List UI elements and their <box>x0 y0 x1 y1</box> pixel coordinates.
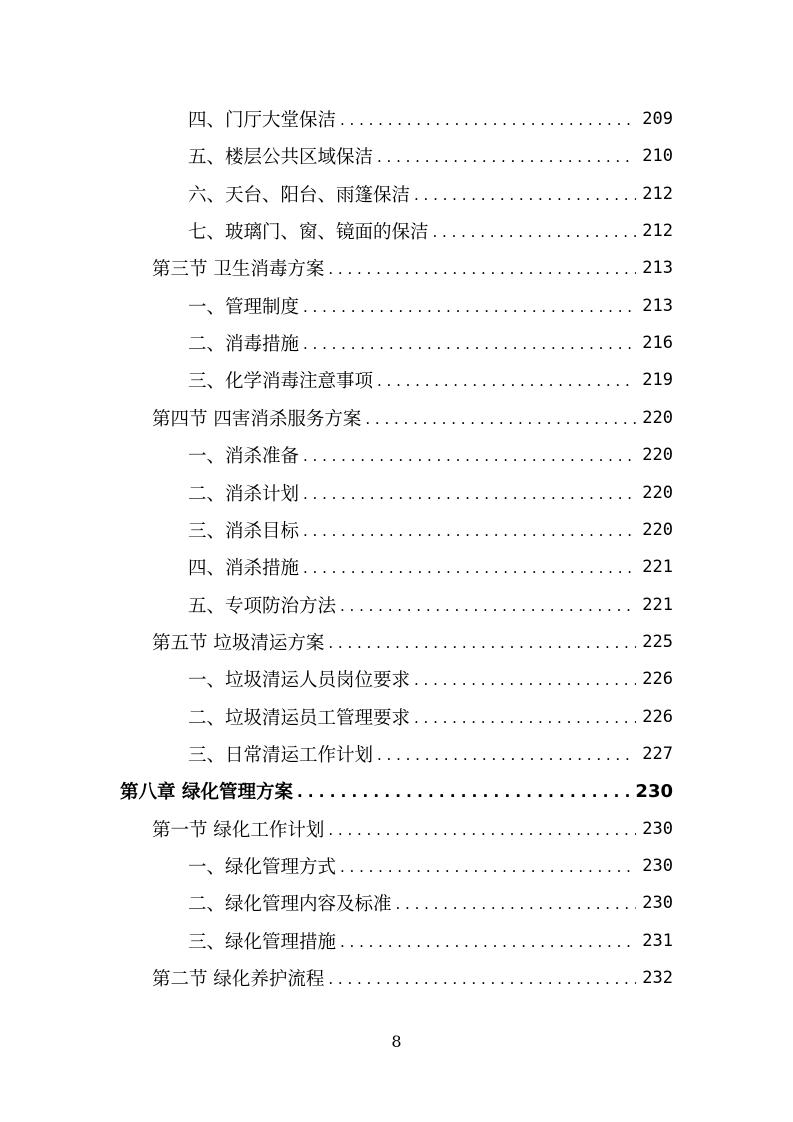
toc-subsection-entry[interactable] <box>188 216 673 246</box>
toc-dot-leader <box>396 888 637 918</box>
page-number: 8 <box>391 1032 402 1051</box>
toc-entry-page-number: 210 <box>642 146 673 167</box>
toc-dot-leader <box>414 664 636 694</box>
toc-entry-page-number: 219 <box>642 370 673 391</box>
toc-subsection-entry[interactable] <box>188 141 673 171</box>
toc-dot-leader <box>377 141 636 171</box>
toc-subsection-entry[interactable] <box>188 291 673 321</box>
toc-subsection-entry[interactable] <box>188 478 673 508</box>
toc-dot-leader <box>377 365 636 395</box>
toc-entry-title: 二、消毒措施 <box>188 334 300 356</box>
toc-dot-leader <box>340 851 636 881</box>
toc-entry-title: 三、化学消毒注意事项 <box>188 371 374 393</box>
toc-entry-page-number: 231 <box>642 930 673 951</box>
toc-entry-title: 二、垃圾清运员工管理要求 <box>188 707 411 729</box>
toc-entry-title: 二、消杀计划 <box>188 483 300 505</box>
toc-dot-leader <box>328 814 636 844</box>
toc-entry-title: 六、天台、阳台、雨篷保洁 <box>188 184 411 206</box>
toc-dot-leader <box>414 702 636 732</box>
toc-subsection-entry[interactable] <box>188 104 673 134</box>
toc-entry-page-number: 220 <box>642 407 673 428</box>
toc-entry-page-number: 220 <box>642 519 673 540</box>
toc-subsection-entry[interactable] <box>188 851 673 881</box>
toc-dot-leader <box>328 963 636 993</box>
toc-entry-page-number: 232 <box>642 968 673 989</box>
toc-section-entry[interactable] <box>152 963 673 993</box>
toc-entry-page-number: 221 <box>642 594 673 615</box>
toc-entry-page-number: 212 <box>642 221 673 242</box>
toc-entry-title: 三、消杀目标 <box>188 520 300 542</box>
toc-section-entry[interactable] <box>152 627 673 657</box>
toc-subsection-entry[interactable] <box>188 926 673 956</box>
toc-entry-page-number: 230 <box>642 893 673 914</box>
toc-section-entry[interactable] <box>152 403 673 433</box>
toc-section-entry[interactable] <box>152 814 673 844</box>
toc-entry-title: 第三节 卫生消毒方案 <box>152 259 325 281</box>
toc-entry-title: 第一节 绿化工作计划 <box>152 819 325 841</box>
toc-entry-page-number: 213 <box>642 258 673 279</box>
toc-entry-title: 三、日常清运工作计划 <box>188 744 374 766</box>
toc-subsection-entry[interactable] <box>188 664 673 694</box>
toc-entry-page-number: 226 <box>642 706 673 727</box>
toc-subsection-entry[interactable] <box>188 328 673 358</box>
toc-entry-page-number: 230 <box>642 856 673 876</box>
toc-entry-title: 第二节 绿化养护流程 <box>152 969 325 991</box>
toc-subsection-entry[interactable] <box>188 702 673 732</box>
toc-entry-page-number: 230 <box>635 780 673 802</box>
toc-entry-title: 五、楼层公共区域保洁 <box>188 147 374 169</box>
toc-chapter-entry[interactable] <box>120 776 673 806</box>
toc-dot-leader <box>414 179 636 209</box>
toc-entry-title: 第五节 垃圾清运方案 <box>152 632 325 654</box>
toc-entry-title: 一、绿化管理方式 <box>188 857 337 878</box>
toc-dot-leader <box>328 253 636 283</box>
toc-dot-leader <box>303 478 636 508</box>
toc-dot-leader <box>303 515 636 545</box>
toc-dot-leader <box>297 776 629 806</box>
toc-subsection-entry[interactable] <box>188 552 673 582</box>
toc-dot-leader <box>328 627 636 657</box>
toc-entry-title: 第四节 四害消杀服务方案 <box>152 408 362 430</box>
toc-entry-title: 一、管理制度 <box>188 296 300 318</box>
toc-entry-page-number: 209 <box>642 109 673 129</box>
toc-entry-page-number: 216 <box>642 333 673 354</box>
toc-entry-page-number: 212 <box>642 183 673 204</box>
toc-entry-title: 四、门厅大堂保洁 <box>188 110 337 131</box>
toc-entry-page-number: 227 <box>642 743 673 764</box>
toc-subsection-entry[interactable] <box>188 590 673 620</box>
toc-entry-title: 二、绿化管理内容及标准 <box>188 894 392 916</box>
toc-section-entry[interactable] <box>152 253 673 283</box>
toc-dot-leader <box>303 328 636 358</box>
toc-dot-leader <box>340 926 636 956</box>
toc-subsection-entry[interactable] <box>188 179 673 209</box>
toc-entry-page-number: 226 <box>642 669 673 690</box>
toc-dot-leader <box>433 216 637 246</box>
toc-subsection-entry[interactable] <box>188 365 673 395</box>
toc-entry-page-number: 230 <box>642 818 673 839</box>
toc-entry-title: 三、绿化管理措施 <box>188 931 337 953</box>
toc-dot-leader <box>303 552 636 582</box>
toc-entry-title: 第八章 绿化管理方案 <box>120 782 293 804</box>
toc-entry-title: 一、垃圾清运人员岗位要求 <box>188 670 411 692</box>
toc-subsection-entry[interactable] <box>188 739 673 769</box>
toc-entry-page-number: 220 <box>642 445 673 466</box>
toc-entry-page-number: 213 <box>642 295 673 316</box>
toc-dot-leader <box>340 104 636 134</box>
toc-entry-title: 一、消杀准备 <box>188 446 300 468</box>
toc-entry-title: 七、玻璃门、窗、镜面的保洁 <box>188 222 429 244</box>
toc-entry-title: 五、专项防治方法 <box>188 595 337 617</box>
toc-subsection-entry[interactable] <box>188 440 673 470</box>
toc-subsection-entry[interactable] <box>188 888 673 918</box>
toc-entry-title: 四、消杀措施 <box>188 558 300 580</box>
toc-entry-page-number: 221 <box>642 557 673 578</box>
toc-dot-leader <box>377 739 636 769</box>
toc-dot-leader <box>365 403 636 433</box>
toc-dot-leader <box>340 590 636 620</box>
toc-subsection-entry[interactable] <box>188 515 673 545</box>
toc-dot-leader <box>303 440 636 470</box>
toc-entry-page-number: 220 <box>642 482 673 503</box>
toc-dot-leader <box>303 291 636 321</box>
toc-entry-page-number: 225 <box>642 631 673 652</box>
